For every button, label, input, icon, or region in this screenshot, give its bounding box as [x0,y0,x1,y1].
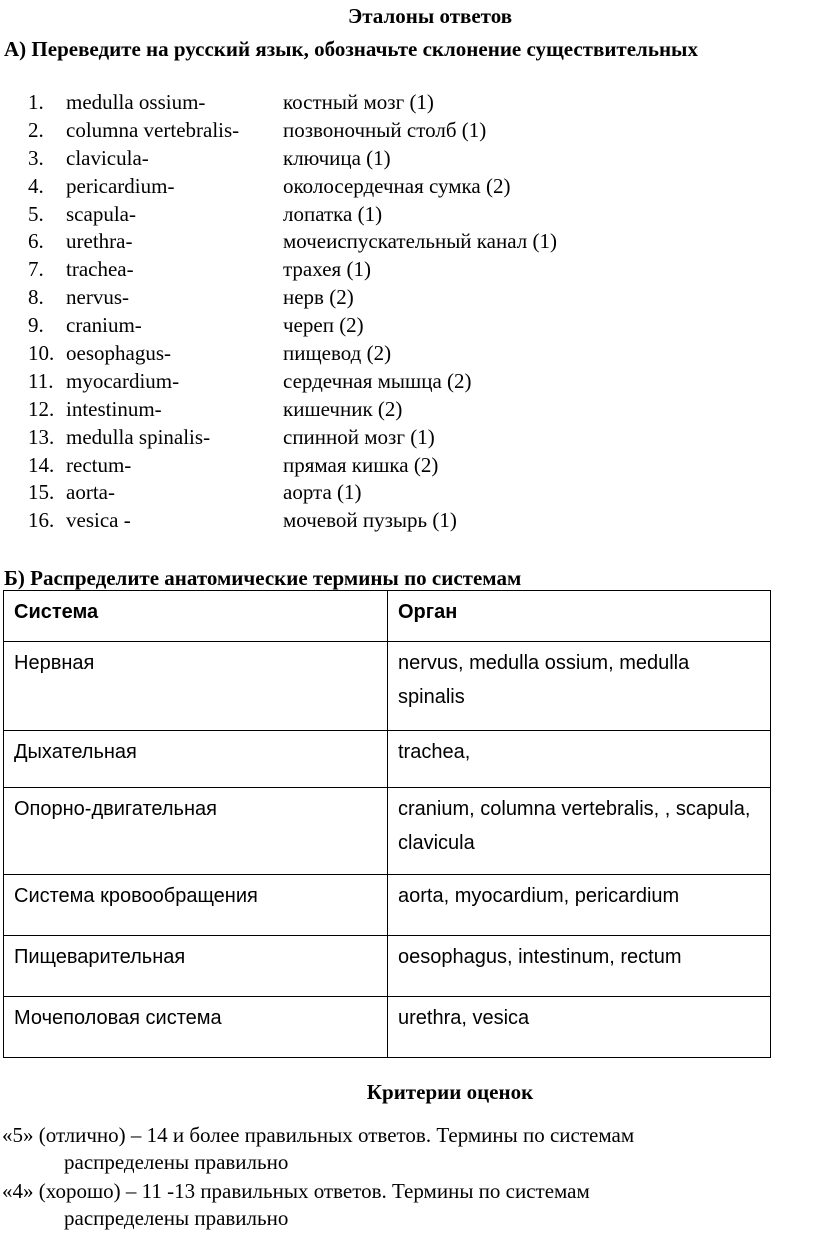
term-item [0,397,816,425]
term-item [0,341,816,369]
organ-cell: nervus, medulla ossium, medulla spinalis [388,642,771,731]
term-number: 15. [28,480,55,505]
term-russian: череп (2) [283,313,364,338]
term-russian: кишечник (2) [283,396,403,421]
criteria-title: Критерии оценок [366,1080,534,1104]
term-number: 16. [28,508,55,533]
section-b-heading: Б) Распределите анатомические термины по системам [4,566,522,590]
term-item [0,508,816,536]
table-row [4,936,771,997]
table-row [4,875,771,936]
term-item [0,118,816,146]
term-item [0,425,816,453]
term-number: 2. [28,117,44,142]
term-latin: nervus- [66,285,129,310]
term-number: 4. [28,173,44,198]
systems-table [3,590,771,1058]
term-latin: rectum- [66,452,132,477]
term-russian: аорта (1) [283,480,362,505]
term-latin: urethra- [66,229,133,254]
term-russian: трахея (1) [283,257,371,282]
term-item [0,313,816,341]
term-russian: мочевой пузырь (1) [283,508,457,533]
term-russian: позвоночный столб (1) [283,117,487,142]
header-organ: Орган [388,591,771,642]
term-item [0,90,816,118]
term-latin: columna vertebralis- [66,117,240,142]
system-cell: Опорно-двигательная [4,788,388,875]
criterion-line-continued: распределены правильно [64,1150,289,1174]
term-item [0,202,816,230]
system-cell: Дыхательная [4,731,388,788]
term-number: 6. [28,229,44,254]
organ-cell: aorta, myocardium, pericardium [388,875,771,936]
term-latin: scapula- [66,201,136,226]
term-number: 14. [28,452,55,477]
term-latin: medulla ossium- [66,90,206,114]
term-latin: medulla spinalis- [66,424,211,449]
term-russian: сердечная мышца (2) [283,368,472,393]
term-russian: пищевод (2) [283,341,392,366]
term-russian: прямая кишка (2) [283,452,439,477]
term-number: 3. [28,145,44,170]
term-number: 1. [28,90,44,114]
criterion-good [2,1178,782,1232]
term-latin: cranium- [66,313,142,338]
term-russian: мочеиспускательный канал (1) [283,229,557,254]
term-russian: нерв (2) [283,285,354,310]
system-cell: Нервная [4,642,388,731]
term-item [0,257,816,285]
system-cell: Система кровообращения [4,875,388,936]
term-latin: trachea- [66,257,134,282]
section-a-heading: А) Переведите на русский язык, обозначьте склонение существительных [4,37,698,61]
table-row [4,731,771,788]
term-russian: лопатка (1) [283,201,383,226]
term-item [0,229,816,257]
organ-cell: urethra, vesica [388,997,771,1058]
term-list [0,90,816,536]
table-row [4,788,771,875]
header-system: Система [4,591,388,642]
term-item [0,480,816,508]
criterion-excellent [2,1122,782,1176]
term-latin: vesica - [66,508,131,533]
term-latin: intestinum- [66,396,162,421]
table-header-row [4,591,771,642]
term-russian: спинной мозг (1) [283,424,435,449]
term-number: 9. [28,313,44,338]
term-russian: костный мозг (1) [283,90,434,114]
term-item [0,453,816,481]
system-cell: Пищеварительная [4,936,388,997]
term-latin: myocardium- [66,368,180,393]
system-cell: Мочеполовая система [4,997,388,1058]
term-item [0,174,816,202]
table-row [4,642,771,731]
organ-cell: trachea, [388,731,771,788]
term-number: 8. [28,285,44,310]
term-latin: clavicula- [66,145,149,170]
term-number: 7. [28,257,44,282]
term-latin: oesophagus- [66,341,171,366]
table-row [4,997,771,1058]
term-item [0,285,816,313]
term-latin: pericardium- [66,173,175,198]
document-title: Эталоны ответов [347,4,513,28]
term-item [0,146,816,174]
term-russian: ключица (1) [283,145,391,170]
organ-cell: oesophagus, intestinum, rectum [388,936,771,997]
term-number: 12. [28,396,55,421]
term-item [0,369,816,397]
criterion-line: «5» (отлично) – 14 и более правильных ответов. Термины по системам [2,1123,635,1147]
term-number: 11. [28,368,54,393]
term-russian: околосердечная сумка (2) [283,173,511,198]
criterion-line-continued: распределены правильно [64,1206,289,1230]
term-number: 5. [28,201,44,226]
term-latin: aorta- [66,480,115,505]
term-number: 13. [28,424,55,449]
criterion-line: «4» (хорошо) – 11 -13 правильных ответов. Термины по системам [2,1179,590,1203]
term-number: 10. [28,341,55,366]
organ-cell: cranium, columna vertebralis, , scapula, clavicula [388,788,771,875]
